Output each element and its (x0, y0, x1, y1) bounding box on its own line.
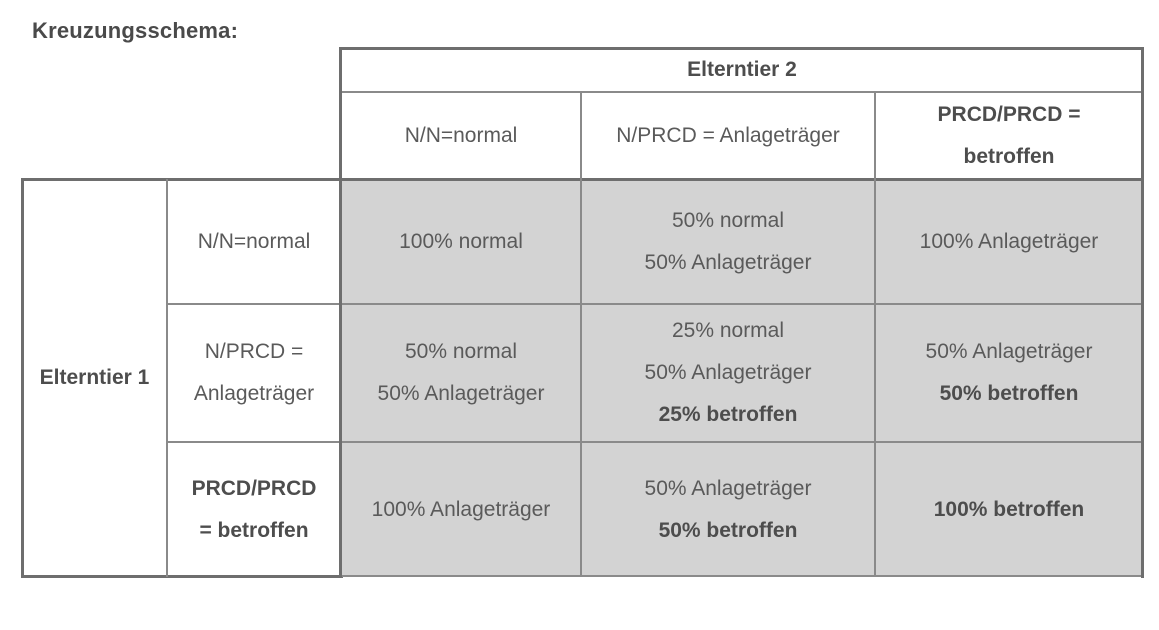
table-border-bottom (341, 575, 1144, 577)
parent2-header (341, 48, 1143, 92)
result-cell-r3-c1: 100% Anlageträger (341, 442, 581, 577)
result-cell-r3-c2: 50% Anlageträger 50% betroffen (581, 442, 875, 577)
column-header-nprcd: N/PRCD = Anlageträger (581, 92, 875, 179)
result-cell-r2-c2: 25% normal 50% Anlageträger 25% betroffen (581, 304, 875, 442)
result-cell-r1-c2: 50% normal 50% Anlageträger (581, 179, 875, 304)
row-header-prcdprcd: PRCD/PRCD = betroffen (167, 442, 341, 577)
table-border-bottom (21, 575, 343, 578)
table-divider (167, 441, 1143, 443)
result-cell-r2-c3: 50% Anlageträger 50% betroffen (875, 304, 1143, 442)
result-cell-r3-c3: 100% betroffen (875, 442, 1143, 577)
result-cell-r2-c1: 50% normal 50% Anlageträger (341, 304, 581, 442)
table-border-right (1141, 47, 1144, 578)
table-divider (874, 92, 876, 577)
table-divider (166, 179, 168, 577)
table-divider (339, 47, 342, 578)
parent2-label: Elterntier 2 (687, 58, 797, 81)
table-divider (21, 178, 1144, 181)
parent1-label: Elterntier 1 (39, 366, 150, 389)
table-border-top (340, 47, 1144, 50)
table-divider (580, 92, 582, 577)
column-header-nn: N/N=normal (341, 92, 581, 179)
table-border-left (21, 178, 24, 578)
row-header-nn: N/N=normal (167, 179, 341, 304)
row-header-nprcd: N/PRCD = Anlageträger (167, 304, 341, 442)
column-header-prcdprcd: PRCD/PRCD = betroffen (875, 92, 1143, 179)
table-divider (167, 303, 1143, 305)
parent1-header (22, 179, 167, 577)
page-title: Kreuzungsschema: (32, 18, 239, 43)
result-cell-r1-c3: 100% Anlageträger (875, 179, 1143, 304)
result-cell-r1-c1: 100% normal (341, 179, 581, 304)
table-divider (341, 91, 1143, 93)
